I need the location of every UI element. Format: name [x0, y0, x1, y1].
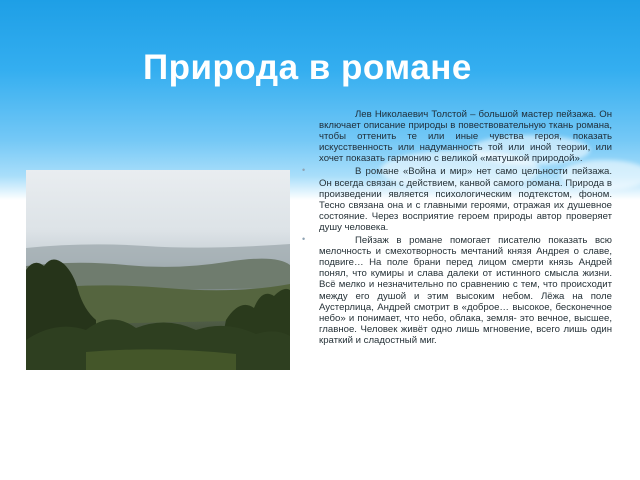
- bullet-icon: •: [302, 234, 306, 245]
- paragraph-war-and-peace: [302, 166, 612, 233]
- paragraph-text: Лев Николаевич Толстой – большой мастер пейзажа. Он включает описание природы в повествовательную ткань романа, чтобы оттенить те или иные чувства героя, показать искусственность или надуманность той или иной теории, или хочет показать гармонию с великой «матушкой природой».: [319, 109, 612, 165]
- paragraph-intro: [302, 109, 612, 164]
- slide-title: Природа в романе: [143, 48, 472, 87]
- bullet-icon: •: [302, 165, 306, 176]
- landscape-photo: [26, 170, 290, 370]
- body-text-column: [302, 109, 612, 348]
- landscape-illustration: [26, 170, 290, 370]
- paragraph-text: В романе «Война и мир» нет само цельности пейзажа. Он всегда связан с действием, канвой самого романа. Природа в произведении является психологическим подтекстом, фоном. Тесно связана она и с главными героями, отражая их душевное состояние. Через восприятие героем природы автор проверяет душу человека.: [319, 166, 612, 233]
- paragraph-prince-andrey: [302, 235, 612, 346]
- paragraph-text: Пейзаж в романе помогает писателю показать всю мелочность и смехотворность мечтаний князя Андрея о славе, подвиге… На поле брани перед лицом смерти князь Андрей понял, что кумиры и слава далеки от истинного смысла жизни. Всё мелко и незначительно по сравнению с тем, что происходит между его душой и этим высоким небом. Лёжа на поле Аустерлица, Андрей смотрит в «доброе… высокое, бесконечное небо» и понимает, что небо, облака, земля- это вечное, высшее, главное. Человек живёт одно лишь мгновение, всего лишь один краткий и сладостный миг.: [319, 235, 612, 346]
